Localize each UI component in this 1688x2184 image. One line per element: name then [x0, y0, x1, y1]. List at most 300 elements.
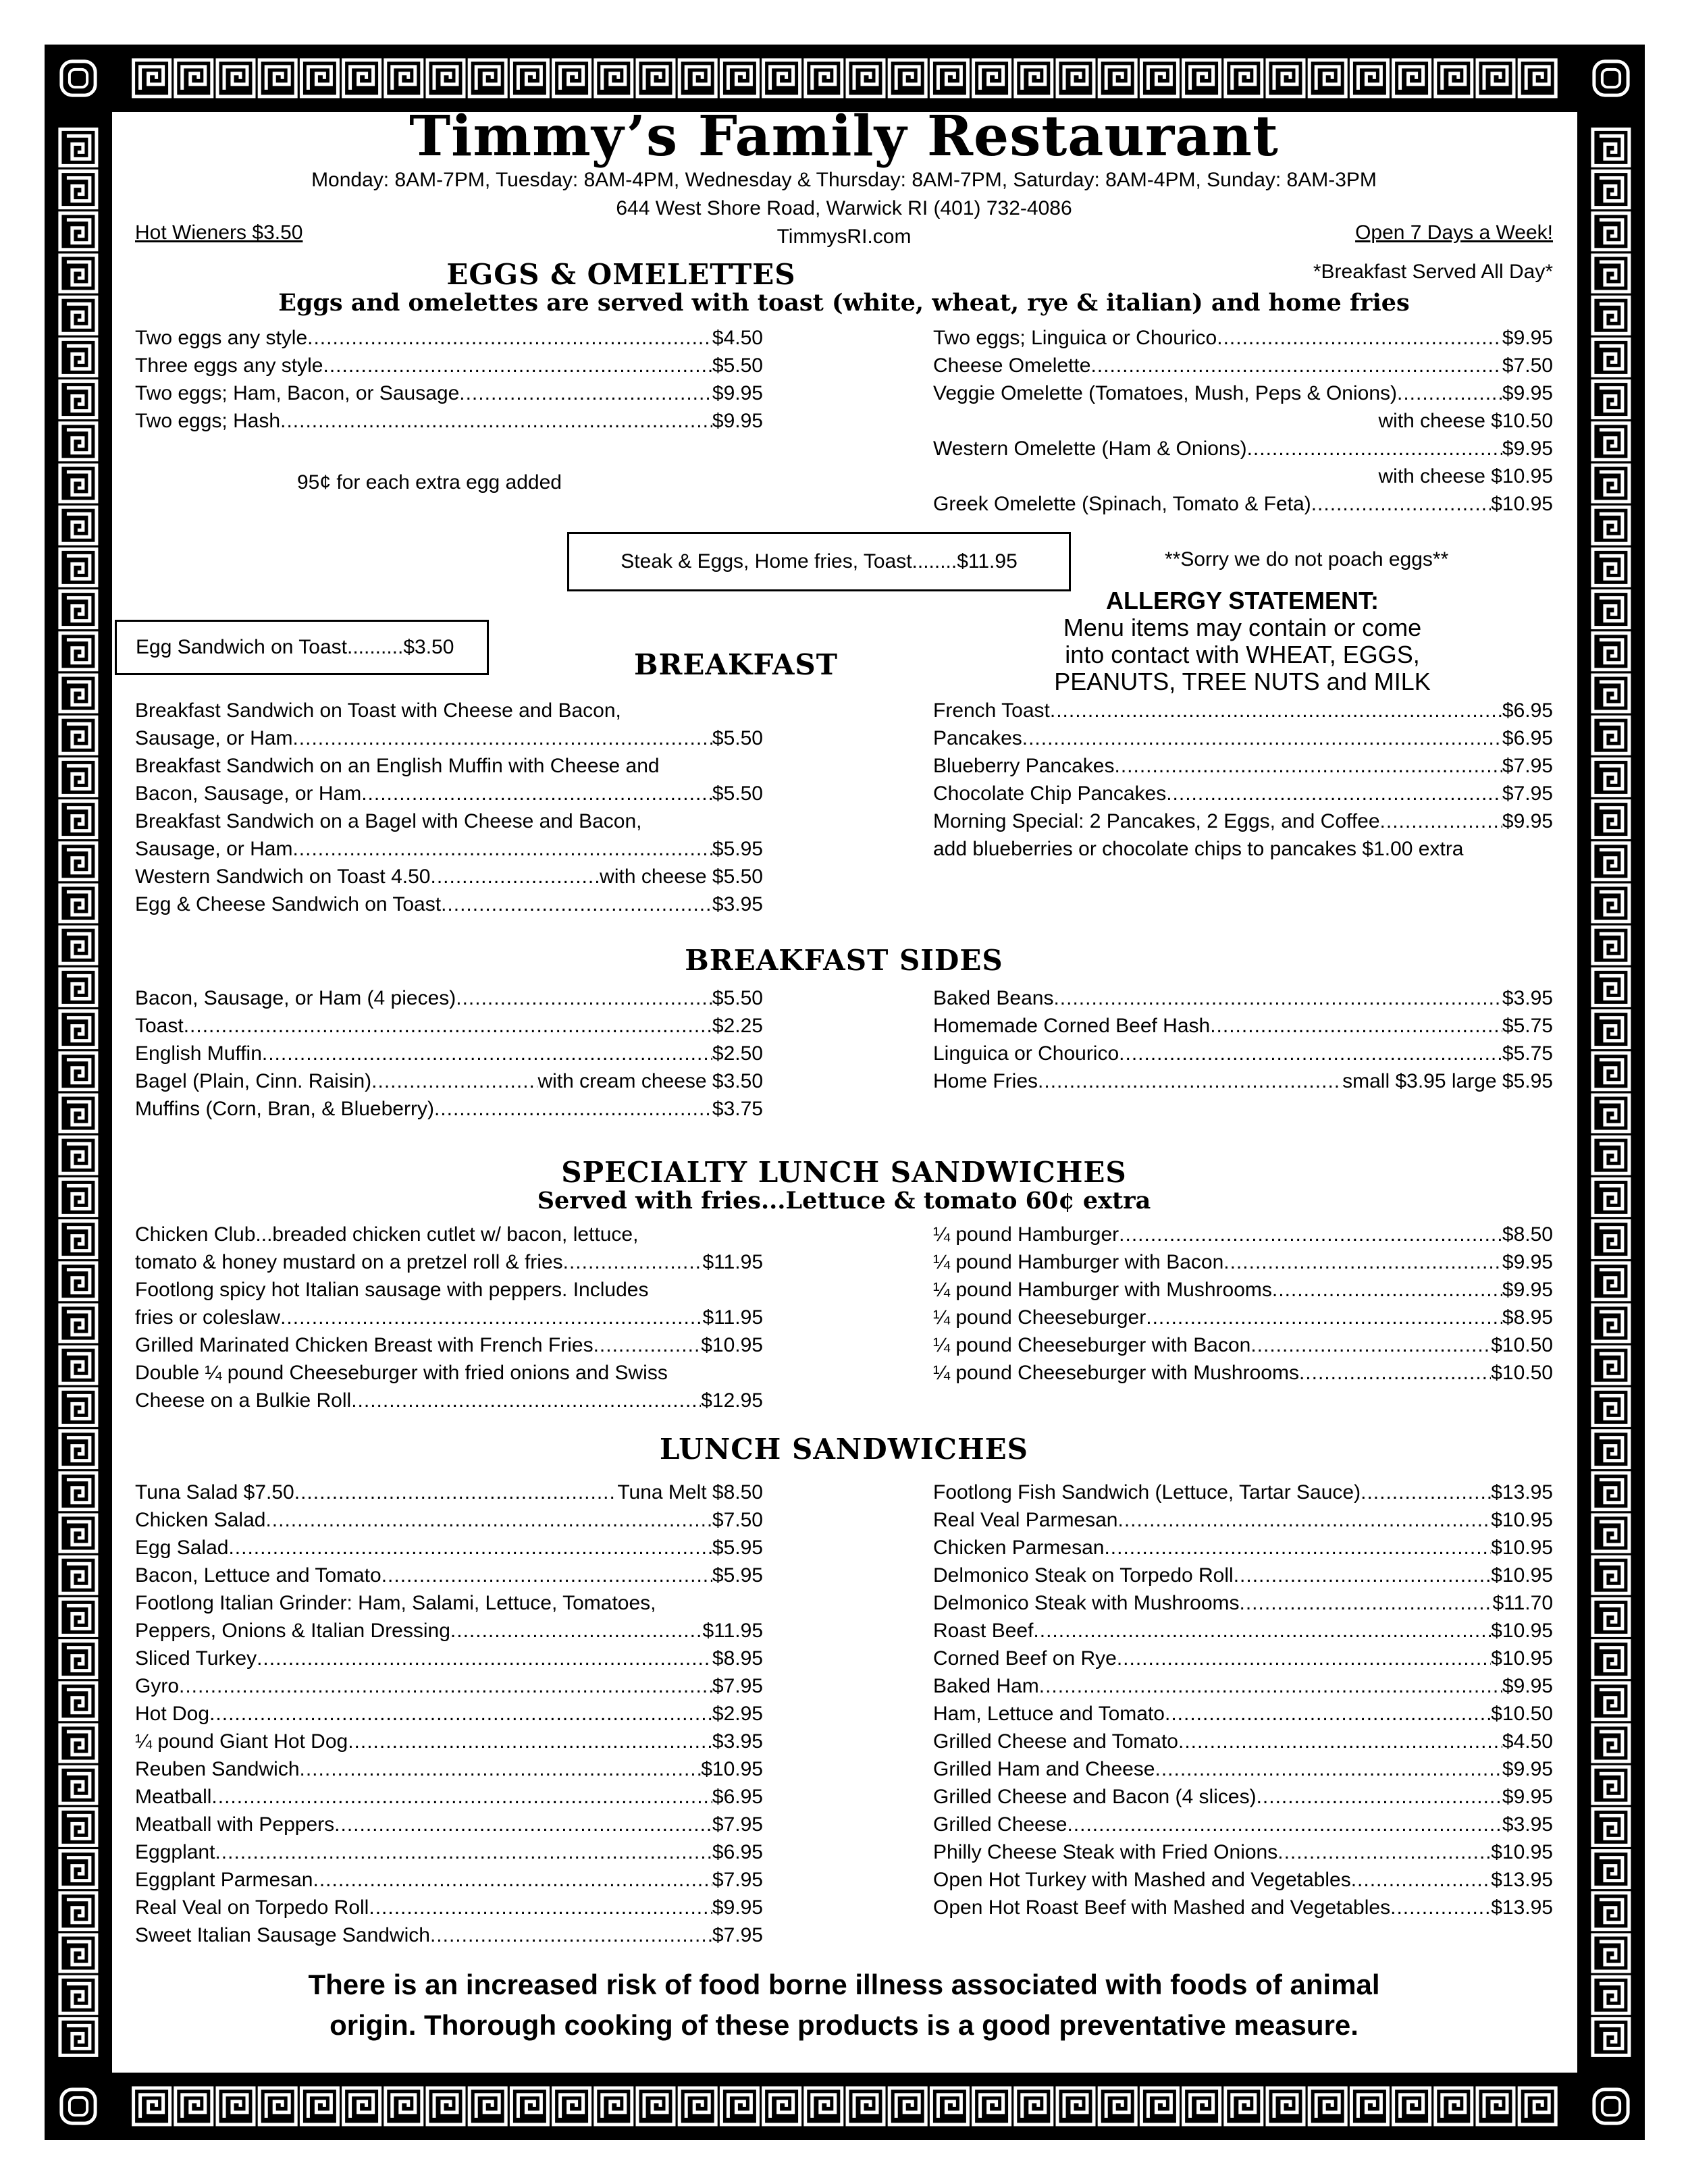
menu-item	[135, 1672, 763, 1700]
menu-item-price: $13.95	[1491, 1896, 1553, 1919]
menu-item-note: with cheese $10.50	[1378, 410, 1553, 432]
menu-item-name: Veggie Omelette (Tomatoes, Mush, Peps & Onions)	[933, 382, 1397, 404]
dot-leader	[1165, 1700, 1491, 1728]
menu-item-name: Grilled Cheese	[933, 1813, 1067, 1836]
dot-leader	[262, 1040, 712, 1067]
menu-item-text: Chicken Club...breaded chicken cutlet w/ bacon, lettuce,	[135, 1223, 639, 1246]
menu-item-price: $2.25	[712, 1015, 763, 1037]
dot-leader	[1240, 1589, 1493, 1617]
menu-item	[933, 724, 1553, 752]
menu-item	[933, 1894, 1553, 1921]
menu-item-price: $7.95	[712, 1813, 763, 1836]
menu-item-name: Muffins (Corn, Bran, & Blueberry)	[135, 1098, 434, 1120]
menu-item-name: Western Omelette (Ham & Onions)	[933, 437, 1247, 460]
dot-leader	[334, 1811, 712, 1838]
menu-item	[933, 1359, 1553, 1387]
open-days: Open 7 Days a Week!	[1355, 221, 1553, 244]
dot-leader	[1178, 1728, 1502, 1755]
menu-item-price: $7.95	[712, 1869, 763, 1891]
menu-item	[135, 1012, 763, 1040]
menu-item-price: $9.95	[712, 410, 763, 432]
menu-item-price: $9.95	[712, 1896, 763, 1919]
menu-item	[933, 1506, 1553, 1534]
menu-item-price: $5.95	[712, 838, 763, 860]
menu-item-name: Real Veal Parmesan	[933, 1509, 1118, 1531]
menu-item-price: $10.95	[1491, 1564, 1553, 1587]
dot-leader	[1166, 780, 1502, 807]
disclaimer-line-2: origin. Thorough cooking of these products is a good preventative measure.	[329, 2009, 1359, 2041]
dot-leader	[1299, 1359, 1491, 1387]
dot-leader	[456, 984, 712, 1012]
menu-item	[933, 1700, 1553, 1728]
dot-leader	[211, 1783, 712, 1811]
eggs-right-list	[933, 324, 1553, 518]
menu-item-price: $5.75	[1502, 1042, 1553, 1065]
menu-item	[933, 1617, 1553, 1645]
sides-left-list	[135, 984, 763, 1123]
menu-item-name: Bacon, Lettuce and Tomato	[135, 1564, 381, 1587]
dot-leader	[280, 1304, 702, 1331]
menu-item	[933, 1811, 1553, 1838]
menu-item-name: fries or coleslaw	[135, 1306, 281, 1329]
dot-leader	[381, 1562, 712, 1589]
menu-item	[135, 1040, 763, 1067]
restaurant-name: Timmy’s Family Restaurant	[409, 104, 1279, 169]
menu-item-name: English Muffin	[135, 1042, 262, 1065]
menu-item-name: Egg & Cheese Sandwich on Toast	[135, 893, 442, 915]
menu-item-name: tomato & honey mustard on a pretzel roll & fries	[135, 1251, 563, 1273]
menu-item-price: with cheese $5.50	[600, 865, 763, 888]
menu-item-price: $2.95	[712, 1703, 763, 1725]
menu-item-name: Meatball with Peppers	[135, 1813, 335, 1836]
menu-item	[933, 490, 1553, 518]
dot-leader	[1272, 1276, 1502, 1304]
menu-item-price: $10.95	[1491, 493, 1553, 515]
dot-leader	[280, 407, 712, 435]
menu-item	[135, 324, 763, 352]
menu-item-name: Grilled Cheese and Tomato	[933, 1730, 1178, 1753]
menu-item-name: Three eggs any style	[135, 354, 323, 377]
menu-item-price: $10.50	[1491, 1362, 1553, 1384]
breakfast-heading: BREAKFAST	[633, 648, 839, 681]
specialty-heading: SPECIALTY LUNCH SANDWICHES	[561, 1156, 1127, 1189]
dot-leader	[228, 1534, 712, 1562]
menu-item-name: ¼ pound Giant Hot Dog	[135, 1730, 348, 1753]
eggs-left-list	[135, 324, 763, 435]
menu-item	[135, 379, 763, 407]
allergy-heading: ALLERGY STATEMENT:	[1106, 587, 1379, 614]
menu-item	[135, 1783, 763, 1811]
dot-leader	[1247, 435, 1502, 462]
dot-leader	[431, 863, 600, 890]
menu-item-name: Sweet Italian Sausage Sandwich	[135, 1924, 430, 1946]
menu-item-price: $6.95	[712, 1786, 763, 1808]
specialty-subtitle: Served with fries...Lettuce & tomato 60¢ extra	[537, 1187, 1151, 1215]
menu-item-price: $10.95	[1491, 1841, 1553, 1863]
dot-leader	[1090, 352, 1502, 379]
menu-item	[135, 1095, 763, 1123]
menu-item-price: $9.95	[1502, 1251, 1553, 1273]
menu-item	[933, 1672, 1553, 1700]
dot-leader	[1397, 379, 1502, 407]
hot-wieners: Hot Wieners $3.50	[135, 221, 303, 244]
dot-leader	[1050, 697, 1502, 724]
menu-item	[135, 1645, 763, 1672]
menu-item-price: $9.95	[1502, 810, 1553, 832]
dot-leader	[1250, 1331, 1491, 1359]
menu-item-name: Delmonico Steak with Mushrooms	[933, 1592, 1240, 1614]
dot-leader	[348, 1728, 712, 1755]
menu-item	[933, 1783, 1553, 1811]
address: 644 West Shore Road, Warwick RI (401) 732-4086	[616, 197, 1072, 219]
menu-item-name: Toast	[135, 1015, 184, 1037]
dot-leader	[1022, 724, 1502, 752]
menu-item	[933, 1728, 1553, 1755]
menu-item	[135, 1248, 763, 1276]
menu-item	[135, 863, 763, 890]
menu-item-price: $3.75	[712, 1098, 763, 1120]
menu-item-name: Footlong Fish Sandwich (Lettuce, Tartar Sauce)	[933, 1481, 1361, 1503]
menu-item	[933, 1248, 1553, 1276]
menu-item	[135, 1755, 763, 1783]
menu-item-name: Two eggs; Ham, Bacon, or Sausage	[135, 382, 460, 404]
menu-item-price: $11.95	[702, 1620, 763, 1642]
menu-item	[933, 1067, 1553, 1095]
menu-item-name: Open Hot Roast Beef with Mashed and Vegetables	[933, 1896, 1391, 1919]
menu-item-price: $10.95	[701, 1758, 763, 1780]
menu-item-name: Roast Beef	[933, 1620, 1034, 1642]
menu-item-name: French Toast	[933, 699, 1050, 722]
menu-item-text: Footlong Italian Grinder: Ham, Salami, Lettuce, Tomatoes,	[135, 1592, 656, 1614]
menu-item	[135, 724, 763, 752]
menu-item	[135, 835, 763, 863]
menu-item-name: Two eggs; Linguica or Chourico	[933, 327, 1217, 349]
dot-leader	[1234, 1562, 1492, 1589]
menu-item-name: ¼ pound Cheeseburger with Bacon	[933, 1334, 1251, 1356]
menu-item-name: Pancakes	[933, 727, 1022, 749]
menu-item-name: ¼ pound Hamburger with Bacon	[933, 1251, 1224, 1273]
menu-item	[933, 1276, 1553, 1304]
dot-leader	[1053, 984, 1502, 1012]
menu-item-name: Linguica or Chourico	[933, 1042, 1119, 1065]
dot-leader	[1223, 1248, 1502, 1276]
menu-item	[135, 1921, 763, 1949]
menu-item	[933, 1755, 1553, 1783]
menu-item	[135, 984, 763, 1012]
menu-item-name: Two eggs; Hash	[135, 410, 281, 432]
menu-item-name: Cheese on a Bulkie Roll	[135, 1389, 352, 1412]
menu-item-price: $10.95	[701, 1334, 763, 1356]
menu-item-price: $5.50	[712, 354, 763, 377]
menu-item-price: $3.95	[712, 1730, 763, 1753]
menu-item-name: Hot Dog	[135, 1703, 210, 1725]
menu-item	[933, 1838, 1553, 1866]
menu-item-price: $9.95	[1502, 437, 1553, 460]
dot-leader	[450, 1617, 703, 1645]
menu-item-text: Breakfast Sandwich on Toast with Cheese and Bacon,	[135, 699, 621, 722]
menu-item	[135, 1304, 763, 1331]
dot-leader	[313, 1866, 712, 1894]
menu-item	[135, 1387, 763, 1414]
dot-leader	[594, 1331, 702, 1359]
eggs-heading: EGGS & OMELETTES	[446, 258, 796, 291]
dot-leader	[1277, 1838, 1491, 1866]
menu-item-price: $9.95	[1502, 327, 1553, 349]
menu-item-name: Home Fries	[933, 1070, 1038, 1092]
menu-item-name: ¼ pound Hamburger with Mushrooms	[933, 1279, 1272, 1301]
menu-item-price: $10.50	[1491, 1703, 1553, 1725]
menu-item	[933, 752, 1553, 780]
dot-leader	[361, 780, 712, 807]
dot-leader	[323, 352, 712, 379]
menu-item	[933, 697, 1553, 724]
menu-item-name: Grilled Cheese and Bacon (4 slices)	[933, 1786, 1257, 1808]
menu-item-note: with cheese $10.95	[1378, 465, 1553, 487]
menu-item-name: Grilled Marinated Chicken Breast with French Fries	[135, 1334, 594, 1356]
menu-item	[135, 1534, 763, 1562]
menu-item-name: Sausage, or Ham	[135, 838, 293, 860]
menu-item-price: $10.95	[1491, 1509, 1553, 1531]
menu-item	[933, 1304, 1553, 1331]
menu-item	[135, 1894, 763, 1921]
menu-item-price: $7.95	[712, 1924, 763, 1946]
dot-leader	[1117, 1645, 1491, 1672]
menu-item-name: ¼ pound Cheeseburger with Mushrooms	[933, 1362, 1299, 1384]
menu-item-price: $11.95	[702, 1251, 763, 1273]
menu-item	[933, 1040, 1553, 1067]
dot-leader	[1155, 1755, 1502, 1783]
dot-leader	[1210, 1012, 1502, 1040]
menu-item-name: Eggplant	[135, 1841, 215, 1863]
menu-item-name: Sliced Turkey	[135, 1647, 257, 1670]
menu-item-price: $5.75	[1502, 1015, 1553, 1037]
menu-item	[933, 1479, 1553, 1506]
menu-item-name: Greek Omelette (Spinach, Tomato & Feta)	[933, 493, 1311, 515]
menu-item-name: Corned Beef on Rye	[933, 1647, 1117, 1670]
specialty-left-list	[135, 1221, 763, 1414]
menu-item-price: $10.95	[1491, 1647, 1553, 1670]
menu-item	[933, 352, 1553, 379]
menu-item-name: Delmonico Steak on Torpedo Roll	[933, 1564, 1234, 1587]
menu-item	[933, 1221, 1553, 1248]
menu-item	[135, 1617, 763, 1645]
dot-leader	[307, 324, 712, 352]
menu-item-name: Western Sandwich on Toast 4.50	[135, 865, 431, 888]
food-safety-disclaimer	[135, 1965, 1553, 2046]
menu-item	[135, 352, 763, 379]
dot-leader	[294, 1479, 618, 1506]
menu-item-price: $5.50	[712, 987, 763, 1009]
menu-item-name: ¼ pound Cheeseburger	[933, 1306, 1146, 1329]
menu-item-price: small $3.95 large $5.95	[1342, 1070, 1553, 1092]
dot-leader	[265, 1506, 712, 1534]
dot-leader	[1351, 1866, 1492, 1894]
dot-leader	[430, 1921, 712, 1949]
dot-leader	[179, 1672, 712, 1700]
menu-item	[135, 407, 763, 435]
sides-heading: BREAKFAST SIDES	[685, 944, 1003, 977]
breakfast-left-list	[135, 697, 763, 918]
lunch-right-list	[933, 1479, 1553, 1921]
menu-item	[933, 1645, 1553, 1672]
menu-item-name: Tuna Salad $7.50	[135, 1481, 294, 1503]
menu-item-price: $9.95	[1502, 382, 1553, 404]
menu-item-price: $7.50	[1502, 354, 1553, 377]
menu-item-name: ¼ pound Hamburger	[933, 1223, 1119, 1246]
allergy-line-1: Menu items may contain or come	[1063, 614, 1422, 641]
menu-item-price: $10.50	[1491, 1334, 1553, 1356]
menu-item-text: Breakfast Sandwich on an English Muffin with Cheese and	[135, 755, 660, 777]
dot-leader	[369, 1894, 712, 1921]
menu-item-text: add blueberries or chocolate chips to pancakes $1.00 extra	[933, 838, 1464, 860]
menu-item	[933, 780, 1553, 807]
dot-leader	[1114, 752, 1502, 780]
dot-leader	[1104, 1534, 1491, 1562]
menu-item-name: Chicken Salad	[135, 1509, 266, 1531]
menu-item-text: Footlong spicy hot Italian sausage with peppers. Includes	[135, 1279, 649, 1301]
dot-leader	[1118, 1506, 1492, 1534]
menu-item-price: $7.95	[1502, 755, 1553, 777]
menu-item-price: $4.50	[1502, 1730, 1553, 1753]
menu-item	[933, 1534, 1553, 1562]
menu-item-name: Bacon, Sausage, or Ham	[135, 782, 362, 805]
dot-leader	[292, 724, 712, 752]
menu-item-name: Blueberry Pancakes	[933, 755, 1115, 777]
menu-item-price: $5.95	[712, 1564, 763, 1587]
dot-leader	[1119, 1040, 1502, 1067]
dot-leader	[1257, 1783, 1502, 1811]
menu-item-name: Baked Beans	[933, 987, 1054, 1009]
menu-item-name: Philly Cheese Steak with Fried Onions	[933, 1841, 1278, 1863]
menu-item-price: $11.95	[702, 1306, 763, 1329]
menu-item	[135, 1067, 763, 1095]
menu-item	[135, 1562, 763, 1589]
menu-item	[135, 1331, 763, 1359]
menu-item-price: $12.95	[701, 1389, 763, 1412]
dot-leader	[459, 379, 712, 407]
menu-item-name: Eggplant Parmesan	[135, 1869, 313, 1891]
menu-item-price: $6.95	[1502, 727, 1553, 749]
menu-item-price: $9.95	[712, 382, 763, 404]
menu-item-price: $9.95	[1502, 1675, 1553, 1697]
menu-item-price: $8.95	[712, 1647, 763, 1670]
menu-item-price: $13.95	[1491, 1869, 1553, 1891]
menu-item-text: Breakfast Sandwich on a Bagel with Cheese and Bacon,	[135, 810, 642, 832]
menu-item-price: $6.95	[1502, 699, 1553, 722]
dot-leader	[215, 1838, 712, 1866]
menu-item-name: Morning Special: 2 Pancakes, 2 Eggs, and Coffee	[933, 810, 1380, 832]
menu-item-price: $7.50	[712, 1509, 763, 1531]
dot-leader	[257, 1645, 712, 1672]
dot-leader	[434, 1095, 712, 1123]
menu-item-price: $9.95	[1502, 1279, 1553, 1301]
menu-item	[933, 1866, 1553, 1894]
menu-item	[135, 890, 763, 918]
menu-item-name: Baked Ham	[933, 1675, 1039, 1697]
menu-item-name: Chicken Parmesan	[933, 1537, 1105, 1559]
menu-item-name: Sausage, or Ham	[135, 727, 293, 749]
menu-item	[933, 1562, 1553, 1589]
dot-leader	[441, 890, 712, 918]
menu-item-price: $5.50	[712, 727, 763, 749]
menu-item-price: $2.50	[712, 1042, 763, 1065]
menu-item-price: Tuna Melt $8.50	[617, 1481, 763, 1503]
menu-item-price: $8.50	[1502, 1223, 1553, 1246]
extra-egg-note: 95¢ for each extra egg added	[297, 471, 562, 494]
dot-leader	[563, 1248, 703, 1276]
menu-item-price: $10.95	[1491, 1620, 1553, 1642]
dot-leader	[1067, 1811, 1502, 1838]
dot-leader	[1380, 807, 1502, 835]
menu-item	[933, 1589, 1553, 1617]
menu-item-price: $9.95	[1502, 1786, 1553, 1808]
menu-item-name: Cheese Omelette	[933, 354, 1091, 377]
menu-item-price: $7.95	[712, 1675, 763, 1697]
menu-item-name: Homemade Corned Beef Hash	[933, 1015, 1211, 1037]
menu-item-price: $10.95	[1491, 1537, 1553, 1559]
website: TimmysRI.com	[776, 225, 912, 248]
menu-item	[933, 1331, 1553, 1359]
dot-leader	[1038, 1067, 1342, 1095]
menu-item	[933, 984, 1553, 1012]
menu-item-name: Meatball	[135, 1786, 212, 1808]
menu-item-name: Gyro	[135, 1675, 180, 1697]
hours: Monday: 8AM-7PM, Tuesday: 8AM-4PM, Wednesday & Thursday: 8AM-7PM, Saturday: 8AM-4PM, Sunday: 8AM-3PM	[311, 169, 1377, 191]
menu-item-name: Peppers, Onions & Italian Dressing	[135, 1620, 450, 1642]
menu-item	[135, 1506, 763, 1534]
breakfast-right-list	[933, 697, 1553, 863]
dot-leader	[1390, 1894, 1491, 1921]
dot-leader	[184, 1012, 712, 1040]
steak-eggs-box: Steak & Eggs, Home fries, Toast........$11.95	[567, 532, 1071, 591]
dot-leader	[1039, 1672, 1502, 1700]
menu-item	[135, 1811, 763, 1838]
menu-item-name: Chocolate Chip Pancakes	[933, 782, 1167, 805]
menu-item	[933, 435, 1553, 462]
menu-item-name: Ham, Lettuce and Tomato	[933, 1703, 1165, 1725]
menu-item	[135, 1479, 763, 1506]
sides-right-list	[933, 984, 1553, 1095]
menu-item	[135, 1700, 763, 1728]
menu-item-price: $8.95	[1502, 1306, 1553, 1329]
lunch-left-list	[135, 1479, 763, 1949]
menu-item-name: Reuben Sandwich	[135, 1758, 300, 1780]
specialty-right-list	[933, 1221, 1553, 1387]
allergy-line-2: into contact with WHEAT, EGGS,	[1065, 641, 1420, 668]
menu-item	[933, 324, 1553, 352]
menu-item-price: $6.95	[712, 1841, 763, 1863]
lunch-heading: LUNCH SANDWICHES	[660, 1433, 1028, 1466]
dot-leader	[351, 1387, 701, 1414]
menu-item-name: Egg Salad	[135, 1537, 229, 1559]
menu-item	[933, 807, 1553, 835]
dot-leader	[209, 1700, 712, 1728]
menu-item	[135, 1728, 763, 1755]
dot-leader	[1361, 1479, 1491, 1506]
menu-item-price: $9.95	[1502, 1758, 1553, 1780]
menu-item-price: $3.95	[712, 893, 763, 915]
menu-item	[135, 780, 763, 807]
menu-item-price: $4.50	[712, 327, 763, 349]
menu-item	[135, 1838, 763, 1866]
dot-leader	[1217, 324, 1502, 352]
menu-item-price: $3.95	[1502, 1813, 1553, 1836]
dot-leader	[1146, 1304, 1502, 1331]
dot-leader	[300, 1755, 702, 1783]
dot-leader	[371, 1067, 537, 1095]
dot-leader	[1033, 1617, 1491, 1645]
menu-item-name: Bacon, Sausage, or Ham (4 pieces)	[135, 987, 456, 1009]
